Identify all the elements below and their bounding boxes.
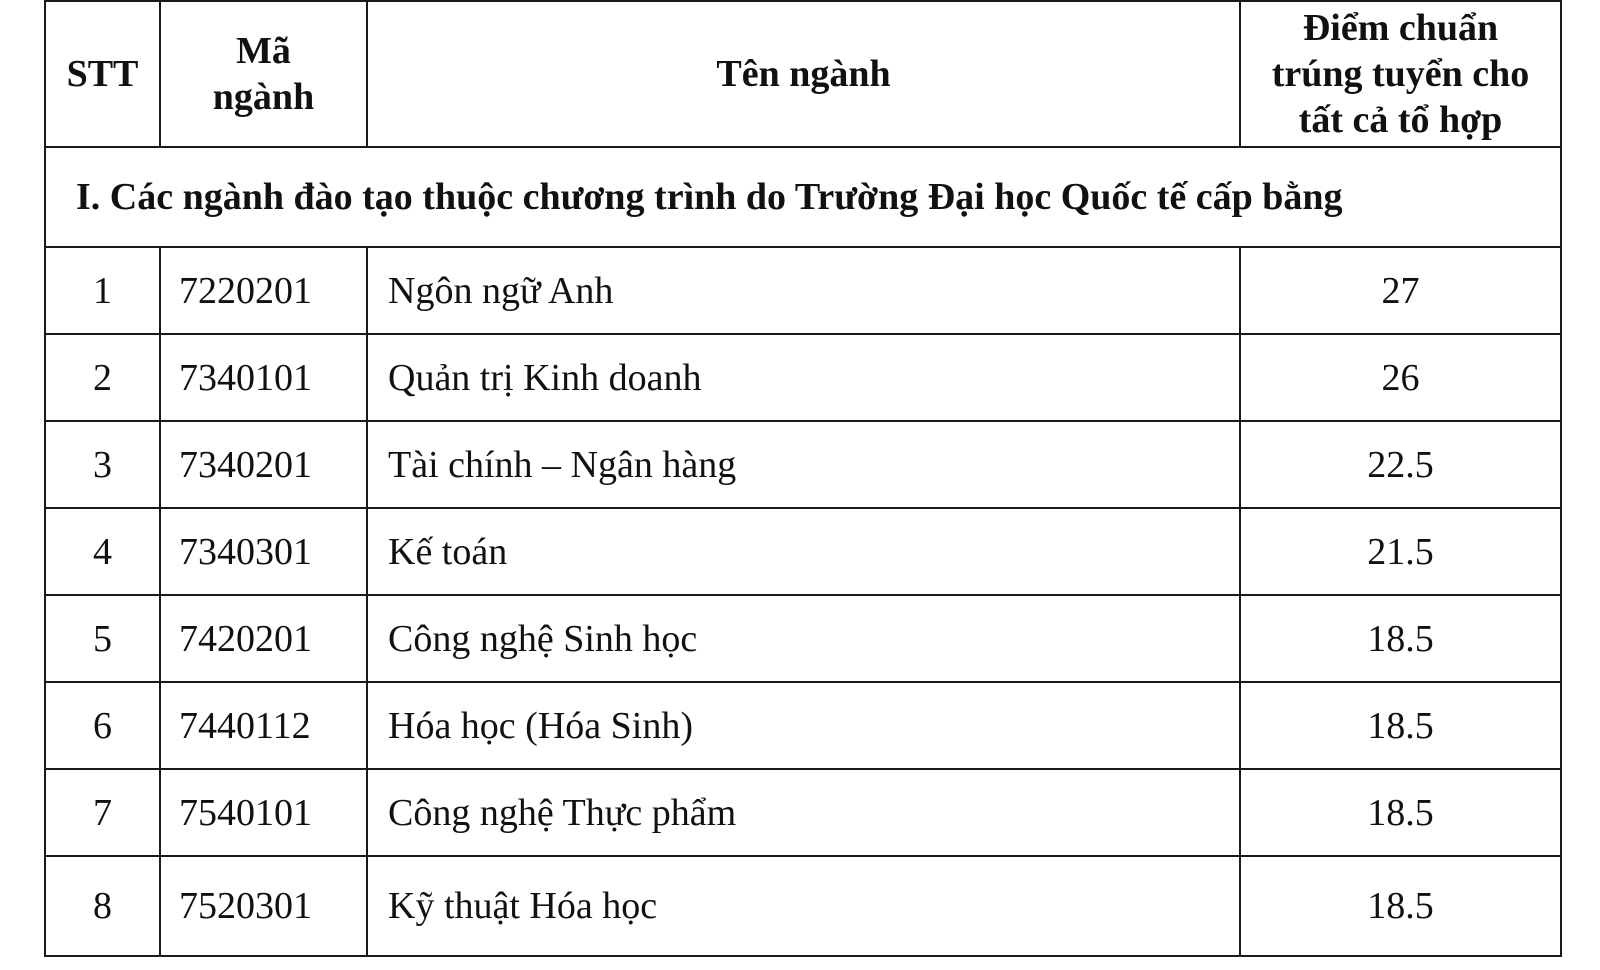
table-row (45, 334, 1561, 421)
header-name (367, 1, 1240, 147)
cell-name: Công nghệ Sinh học (367, 595, 1240, 682)
table-header-row (45, 1, 1561, 147)
cell-stt: 4 (45, 508, 160, 595)
table-row (45, 421, 1561, 508)
cell-stt: 1 (45, 247, 160, 334)
admission-scores-table (44, 0, 1562, 957)
cell-score: 26 (1240, 334, 1561, 421)
cell-stt: 5 (45, 595, 160, 682)
table-row (45, 595, 1561, 682)
cell-name: Kỹ thuật Hóa học (367, 856, 1240, 956)
header-code-line1: Mã (236, 30, 291, 72)
header-score (1240, 1, 1561, 147)
cell-score: 22.5 (1240, 421, 1561, 508)
table-row (45, 247, 1561, 334)
header-code-line2: ngành (212, 76, 315, 118)
cell-score: 18.5 (1240, 769, 1561, 856)
cell-code: 7520301 (160, 856, 367, 956)
cell-code: 7420201 (160, 595, 367, 682)
admission-scores-table-container (44, 0, 1560, 957)
header-score-line1: Điểm chuẩn (1302, 7, 1499, 49)
cell-code: 7340201 (160, 421, 367, 508)
section-title: I. Các ngành đào tạo thuộc chương trình do Trường Đại học Quốc tế cấp bằng (45, 147, 1561, 247)
cell-score: 18.5 (1240, 682, 1561, 769)
cell-stt: 2 (45, 334, 160, 421)
cell-code: 7540101 (160, 769, 367, 856)
cell-name: Công nghệ Thực phẩm (367, 769, 1240, 856)
cell-code: 7440112 (160, 682, 367, 769)
cell-name: Quản trị Kinh doanh (367, 334, 1240, 421)
cell-stt: 8 (45, 856, 160, 956)
cell-stt: 7 (45, 769, 160, 856)
cell-score: 18.5 (1240, 595, 1561, 682)
cell-score: 18.5 (1240, 856, 1561, 956)
cell-stt: 6 (45, 682, 160, 769)
cell-code: 7220201 (160, 247, 367, 334)
table-row (45, 508, 1561, 595)
table-row (45, 769, 1561, 856)
header-code (160, 1, 367, 147)
cell-score: 27 (1240, 247, 1561, 334)
cell-stt: 3 (45, 421, 160, 508)
header-stt (45, 1, 160, 147)
cell-name: Tài chính – Ngân hàng (367, 421, 1240, 508)
header-stt-label: STT (66, 53, 139, 95)
cell-name: Kế toán (367, 508, 1240, 595)
header-score-line2: trúng tuyển cho (1271, 53, 1530, 95)
table-row (45, 682, 1561, 769)
section-row (45, 147, 1561, 247)
cell-score: 21.5 (1240, 508, 1561, 595)
table-row (45, 856, 1561, 956)
cell-code: 7340101 (160, 334, 367, 421)
header-name-label: Tên ngành (716, 53, 891, 95)
cell-name: Hóa học (Hóa Sinh) (367, 682, 1240, 769)
cell-code: 7340301 (160, 508, 367, 595)
cell-name: Ngôn ngữ Anh (367, 247, 1240, 334)
header-score-line3: tất cả tổ hợp (1298, 99, 1503, 141)
